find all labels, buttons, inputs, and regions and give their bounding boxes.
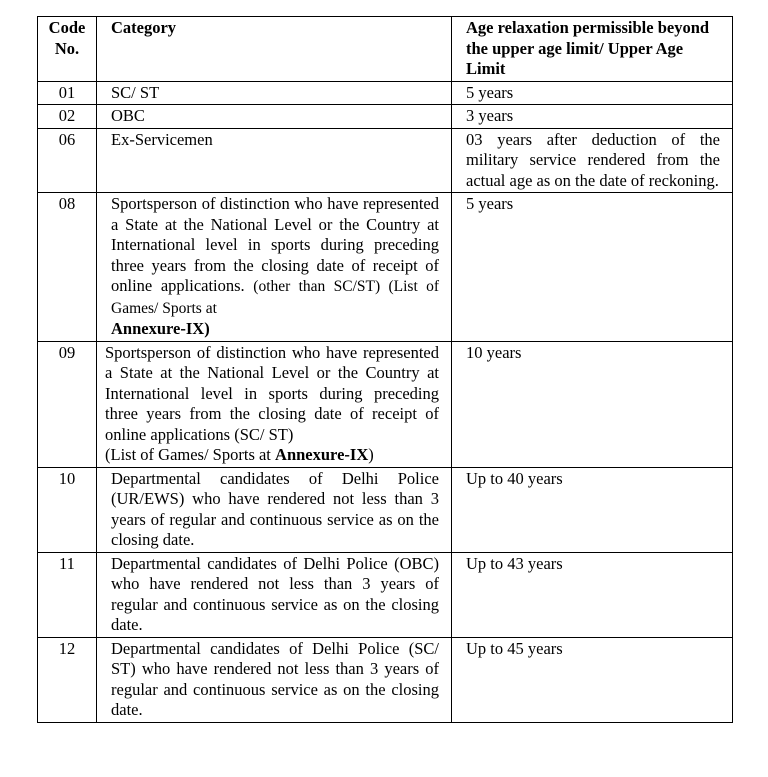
table-row [38,552,733,637]
row-category: Ex-Servicemen [97,128,452,193]
table-row [38,341,733,467]
row-code: 06 [38,128,97,193]
age-relaxation-table [37,16,733,723]
table-row [38,81,733,105]
row-code: 10 [38,467,97,552]
row-code: 12 [38,637,97,722]
row-age-relaxation: 03 years after deduction of the military service rendered from the actual age as on the date of reckoning. [452,128,733,193]
row-category-note: (other than SC/ST) (List of Games/ Sports at [111,278,440,317]
row-code: 09 [38,341,97,467]
row-category-note: (List of Games/ Sports at [105,445,271,464]
row-category: SC/ ST [97,81,452,105]
header-category: Category [97,17,452,82]
row-code: 01 [38,81,97,105]
annexure-closing: ) [368,445,374,464]
row-code: 02 [38,105,97,129]
row-category: Sportsperson of distinction who have represented a State at the National Level or the Country at International level in sports during preceding three years from the closing date of receipt of online applications (SC/ ST) [105,342,439,444]
row-age-relaxation: Up to 45 years [452,637,733,722]
table-row [38,637,733,722]
row-age-relaxation: 5 years [452,81,733,105]
row-age-relaxation: 5 years [452,193,733,342]
header-code: Code No. [38,17,97,82]
row-age-relaxation: 3 years [452,105,733,129]
row-category-cell [97,193,452,342]
row-category: Departmental candidates of Delhi Police (OBC) who have rendered not less than 3 years of regular and continuous service as on the closing date. [97,552,452,637]
row-category-cell [97,341,452,467]
table-row [38,105,733,129]
row-code: 11 [38,552,97,637]
annexure-reference: Annexure-IX [275,445,369,464]
row-age-relaxation: Up to 40 years [452,467,733,552]
annexure-reference: Annexure-IX [111,319,205,338]
table-header-row [38,17,733,82]
row-category: Sportsperson of distinction who have represented a State at the National Level or the Country at International level in sports during preceding three years from the closing date of receipt of online applications. [111,194,439,295]
row-category: Departmental candidates of Delhi Police (UR/EWS) who have rendered not less than 3 years of regular and continuous service as on the closing date. [97,467,452,552]
row-category: OBC [97,105,452,129]
table-row [38,128,733,193]
row-age-relaxation: Up to 43 years [452,552,733,637]
table-row [38,193,733,342]
row-age-relaxation: 10 years [452,341,733,467]
annexure-closing: ) [204,319,210,338]
table-row [38,467,733,552]
row-category: Departmental candidates of Delhi Police (SC/ ST) who have rendered not less than 3 years of regular and continuous service as on the closing date. [97,637,452,722]
header-age-relaxation: Age relaxation permissible beyond the upper age limit/ Upper Age Limit [452,17,733,82]
row-code: 08 [38,193,97,342]
